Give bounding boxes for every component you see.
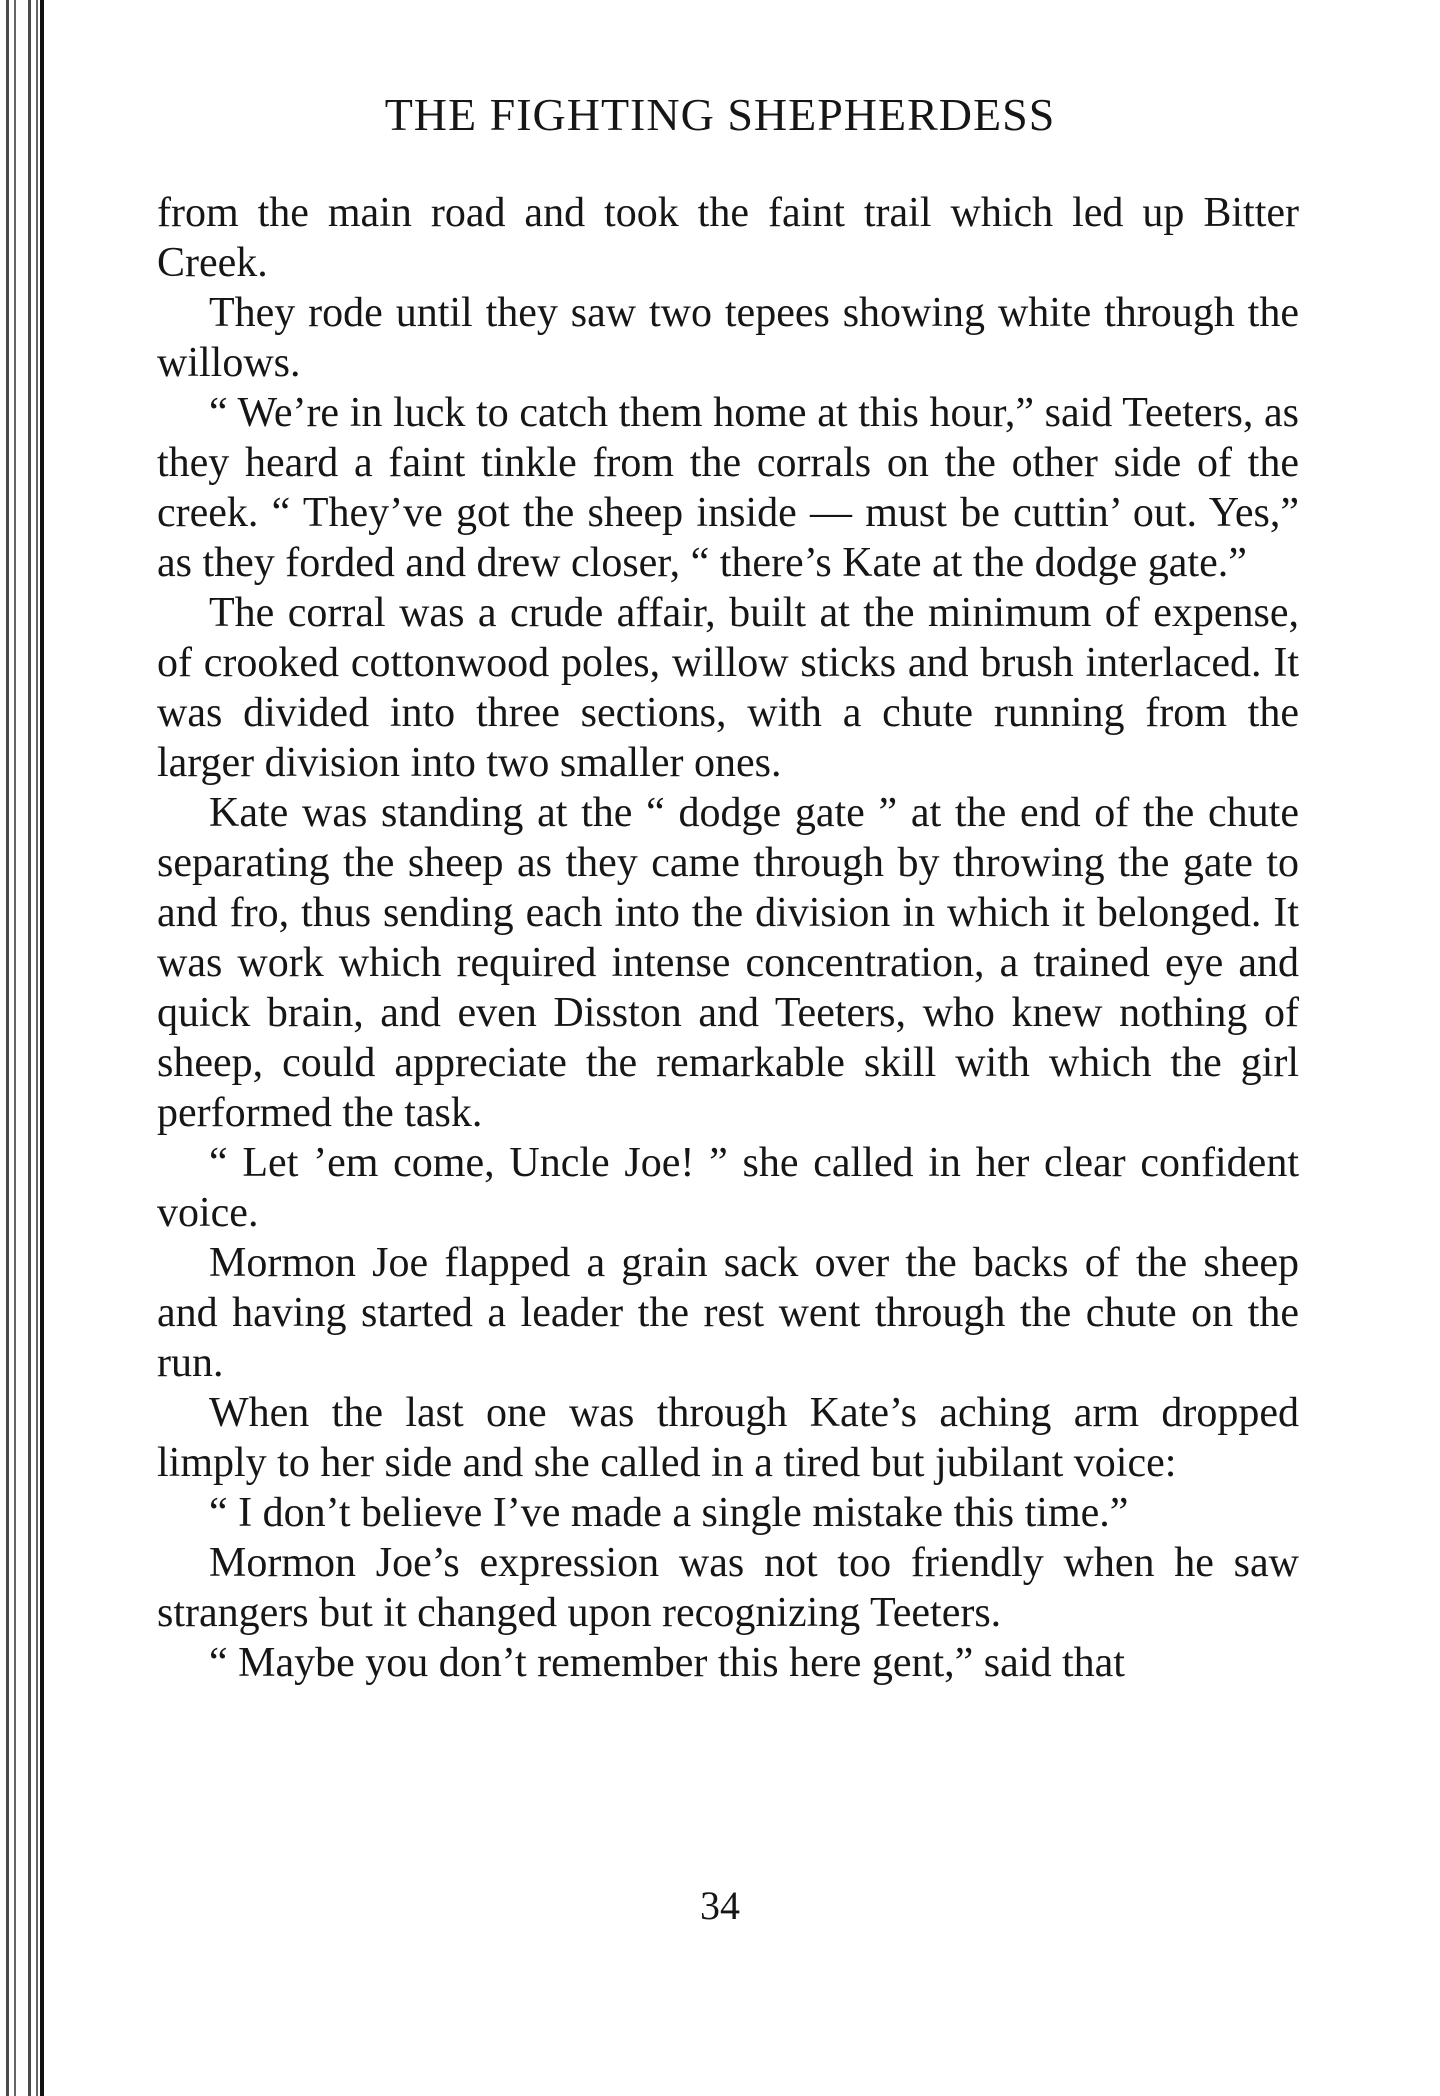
paragraph-8: When the last one was through Kate’s aching arm dropped limply to her side and she called in a tired but jubilant voice:	[157, 1390, 1299, 1486]
paragraph-11: “ Maybe you don’t remember this here gent,” said that	[209, 1640, 1125, 1686]
paragraph-10: Mormon Joe’s expression was not too friendly when he saw strangers but it changed upon recognizing Teeters.	[157, 1540, 1299, 1636]
paragraph-1: from the main road and took the faint trail which led up Bitter Creek.	[157, 190, 1299, 286]
page-gutter-line	[40, 0, 44, 2096]
running-head: THE FIGHTING SHEPHERDESS	[384, 89, 1056, 140]
paragraph-6: “ Let ’em come, Uncle Joe! ” she called in her clear confident voice.	[157, 1140, 1299, 1236]
page-number: 34	[700, 1883, 740, 1928]
paragraph-9: “ I don’t believe I’ve made a single mistake this time.”	[209, 1490, 1129, 1536]
paragraph-3: “ We’re in luck to catch them home at this hour,” said Teeters, as they heard a faint tinkle from the corrals on the other side of the creek. “ They’ve got the sheep inside — must be cuttin’ out. Yes,” as they forded and drew closer, “ there’s Kate at the dodge gate.”	[157, 390, 1299, 586]
paragraph-5: Kate was standing at the “ dodge gate ” at the end of the chute separating the sheep as they came through by throwing the gate to and fro, thus sending each into the division in which it belonged. It was work which required intense concentration, a trained eye and quick brain, and even Disston and Teeters, who knew nothing of sheep, could appreciate the remarkable skill with which the girl performed the task.	[157, 790, 1299, 1136]
paragraph-7: Mormon Joe flapped a grain sack over the backs of the sheep and having started a leader the rest went through the chute on the run.	[157, 1240, 1299, 1386]
paragraph-2: They rode until they saw two tepees showing white through the willows.	[157, 290, 1299, 386]
paragraph-4: The corral was a crude affair, built at the minimum of expense, of crooked cottonwood poles, willow sticks and brush interlaced. It was divided into three sections, with a chute running from the larger division into two smaller ones.	[157, 590, 1299, 786]
body-text	[157, 188, 1299, 1688]
